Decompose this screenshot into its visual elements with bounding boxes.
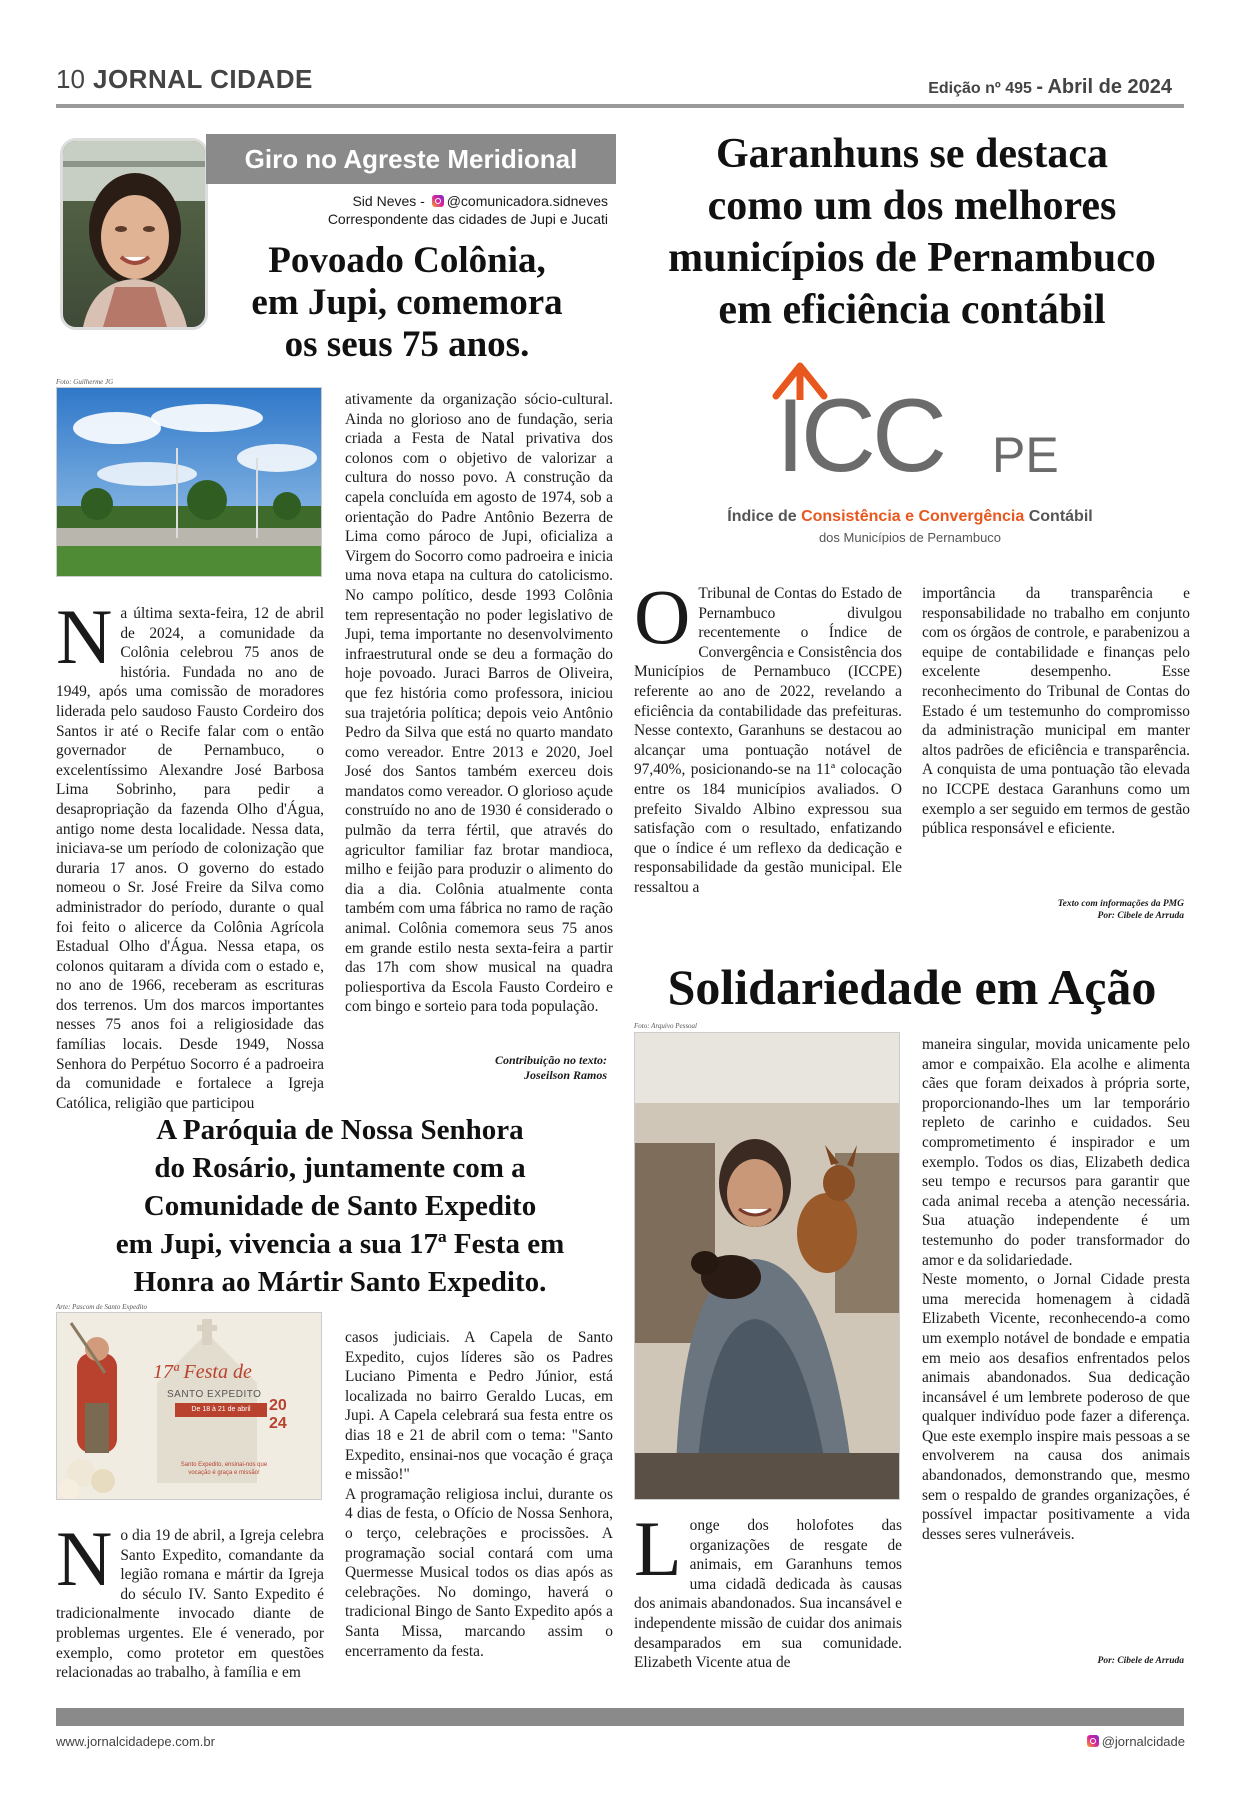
- poster-subtitle: SANTO EXPEDITO: [167, 1389, 262, 1400]
- article3-credit: [922, 898, 1184, 922]
- author-photo: [60, 138, 208, 330]
- article2-col2: [345, 1328, 613, 1661]
- poster-tagline: Santo Expedito, ensinai-nos que vocação é graça e missão!: [180, 1462, 268, 1476]
- article1-col2-text: ativamente da organização sócio-cultural. Ainda no glorioso ano de fundação, seria criada a Festa de Natal privativa dos colonos com o objetivo de valorizar a cultura do nosso povo. A construção da capela concluída em agosto de 1974, sob a orientação do Padre Antônio Bezerra de Lima como pároco de Jupi, oficializa a Virgem do Socorro como padroeira e inicia uma nova etapa na cultura do catolicismo. No campo político, desde 1993 Colônia tem representação no poder legislativo de Jupi, tema importante no desenvolvimento infraestrutural onde se deu a formação do hoje povoado. Juraci Barros de Oliveira, que fez história como professora, iniciou sua trajetória política; depois veio Antônio Pedro da Silva que está no quarto mandato como vereador. Entre 2013 e 2020, Joel José dos Santos também exerceu dois mandatos como vereador. O glorioso açude construído no ano de 1930 é considerado o pulmão da terra fértil, que através do agricultor familiar faz brotar mandioca, milho e feijão para produzir o alimento do dia a dia. Colônia atualmente conta também com uma fábrica no ramo de ração animal. Colônia comemora seus 75 anos em grande estilo nesta sexta-feira a partir das 17h com show musical na quadra poliesportiva da Escola Fausto Cordeiro e com bingo e sorteio para toda população.: [345, 391, 613, 1016]
- article3-credit-line2: Por: Cibele de Arruda: [1097, 911, 1184, 921]
- edition-line: [928, 76, 1172, 99]
- article4-credit: Por: Cibele de Arruda: [1097, 1656, 1184, 1666]
- woman-with-dogs-icon: [635, 1033, 899, 1499]
- column-byline: [206, 192, 608, 228]
- article2-headline-line: em Jupi, vivencia a sua 17ª Festa em: [115, 1228, 565, 1260]
- article4-col2: [922, 1035, 1190, 1544]
- article2-col2-para: A programação religiosa inclui, durante os 4 dias de festa, o Ofício de Nossa Senhora, o terço, celebrações e procissões. A programação social contará com uma Quermesse Musical todos os dias após as celebrações. No domingo, haverá o tradicional Bingo de Santo Expedito após a Santa Missa, marcando assim o encerramento da festa.: [345, 1485, 613, 1660]
- paper-name: JORNAL CIDADE: [93, 64, 313, 94]
- footer-website[interactable]: www.jornalcidadepe.com.br: [56, 1734, 215, 1749]
- article2-col1-text: o dia 19 de abril, a Igreja celebra Santo Expedito, comandante da legião romana e mártir da Igreja do século IV. Santo Expedito é tradicionalmente invocado diante de problemas urgentes. Ele é venerado, por exemplo, como protetor em questões relacionadas ao trabalho, à família e em: [56, 1527, 324, 1682]
- article3-headline: [634, 128, 1190, 336]
- article2-dropcap: N: [56, 1515, 113, 1602]
- logo-pe: PE: [992, 427, 1059, 483]
- article4-dropcap: L: [634, 1505, 682, 1592]
- edition-month: Abril de 2024: [1047, 76, 1172, 98]
- article1-dropcap: N: [56, 593, 113, 680]
- poster-title: 17ª Festa de: [153, 1361, 252, 1383]
- article2-headline: [56, 1111, 624, 1301]
- article1-photo-credit: Foto: Guilherme JG: [56, 378, 114, 386]
- header-rule: [56, 104, 1184, 108]
- footer-instagram[interactable]: [1087, 1734, 1185, 1749]
- article3-col2-text: importância da transparência e responsabilidade no trabalho em conjunto com os órgãos de controle, e parabenizou a equipe de contabilidade e finanças pelo excelente desempenho. Esse reconhecimento do Tribunal de Contas do Estado é um testemunho do compromisso da administração municipal em manter altos padrões de eficiência e transparência. A conquista de uma pontuação tão elevada no ICCPE destaca Garanhuns como um exemplo a ser seguido em termos de gestão pública responsável e eficiente.: [922, 585, 1190, 838]
- article1-headline-line: em Jupi, comemora: [251, 282, 563, 323]
- article1-col1-text: a última sexta-feira, 12 de abril de 2024, a comunidade da Colônia celebrou 75 anos de história. Fundada no ano de 1949, após uma comissão de moradores liderada pelo saudoso Fausto Cordeiro dos Santos ir até o Recife falar com o então governador de Pernambuco, o excelentíssimo Alexandre José Barbosa Lima Sobrinho, para pedir a desapropriação da fazenda Olho d'Água, antigo nome desta localidade. Nessa data, iniciava-se um período de colonização que duraria 17 anos. O governo do estado nomeou o Sr. José Freire da Silva como administrador do período, durante o qual foi feito o alicerce da Colônia Agrícola Estadual Olho d'Água. Nessa etapa, os colonos quitaram a dívida com o estado e, no ano de 1966, receberam as escrituras dos terrenos. Um dos marcos importantes nesses 75 anos foi a religiosidade das famílias locais. Desde 1949, Nossa Senhora do Perpétuo Socorro é a padroeira da comunidade e fortalece a Igreja Católica, religião que participou: [56, 605, 324, 1112]
- article3-headline-line: municípios de Pernambuco: [668, 235, 1156, 281]
- article4-photo-credit: Foto: Arquivo Pessoal: [634, 1022, 697, 1030]
- poster-dates: De 18 à 21 de abril: [175, 1403, 267, 1417]
- footer-instagram-handle: @jornalcidade: [1101, 1734, 1185, 1749]
- instagram-icon: [1087, 1735, 1099, 1747]
- logo-icc: ICC: [776, 378, 944, 494]
- article3-col2: [922, 584, 1190, 839]
- article4-col1: [634, 1505, 902, 1673]
- article3-headline-line: em eficiência contábil: [718, 287, 1106, 333]
- poster-year-top: 20: [269, 1397, 287, 1414]
- article3-col1: [634, 573, 902, 898]
- article1-photo: [56, 387, 322, 577]
- article1-col1: [56, 593, 324, 1113]
- article2-headline-line: Comunidade de Santo Expedito: [143, 1190, 537, 1222]
- article3-dropcap: O: [634, 573, 691, 660]
- article1-contrib-name: Joseilson Ramos: [523, 1068, 607, 1082]
- article2-col2-para: casos judiciais. A Capela de Santo Expedito, cujos líderes são os Padres Luciano Pimenta e Pedro Júnior, está localizada no bairro Geraldo Lucas, em Jupi. A Capela celebrará sua festa entre os dias 18 e 21 de abril com o tema: "Santo Expedito, ensinai-nos que vocação é graça e missão!": [345, 1329, 613, 1484]
- article2-headline-line: do Rosário, juntamente com a: [154, 1152, 526, 1184]
- article1-contrib-label: Contribuição no texto:: [494, 1053, 607, 1067]
- author-handle: @comunicadora.sidneves: [446, 193, 608, 209]
- poster-year: [269, 1397, 287, 1433]
- article2-poster: [56, 1312, 322, 1500]
- page-number: 10: [56, 64, 85, 94]
- article1-col2: [345, 390, 613, 1017]
- article4-headline: Solidariedade em Ação: [667, 959, 1157, 1015]
- footer-bar: [56, 1708, 1184, 1726]
- article2-art-credit: Arte: Pascom de Santo Expedito: [56, 1303, 147, 1311]
- article4-col2-para: maneira singular, movida unicamente pelo amor e compaixão. Ela acolhe e alimenta cães que foram deixados à própria sorte, proporcionando-lhes um lar temporário repleto de carinho e cuidados. Seu comprometimento é inspirador e um exemplo. Todos os dias, Elizabeth dedica seu tempo e recursos para garantir que cada animal receba a atenção necessária. Sua atuação independente é um testemunho do poder transformador do amor e da solidariedade.: [922, 1036, 1190, 1269]
- article1-contribution: [345, 1053, 607, 1083]
- column-title: Giro no Agreste Meridional: [206, 134, 616, 184]
- article2-col1: [56, 1515, 324, 1683]
- article1-headline-line: os seus 75 anos.: [284, 324, 530, 365]
- author-prefix: Sid Neves -: [352, 193, 425, 209]
- article4-col1-text: onge dos holofotes das organizações de resgate de animais, em Garanhuns temos uma cidadã dedicada às causas dos animais abandonados. Sua incansável e independente missão de cuidar dos animais desamparados em sua comunidade. Elizabeth Vicente atua de: [634, 1517, 902, 1672]
- author-portrait-icon: [63, 141, 205, 327]
- edition-separator: -: [1036, 76, 1044, 98]
- poster-year-bottom: 24: [269, 1415, 287, 1432]
- article4-col2-para: Neste momento, o Jornal Cidade presta uma merecida homenagem à cidadã Elizabeth Vicente, reconhecendo-a como um exemplo notável de bondade e empatia em meio aos desafios enfrentados pelos animais abandonados. Sua dedicação incansável é um lembrete poderoso de que qualquer indivíduo pode fazer a diferença. Que este exemplo inspire mais pessoas a se envolverem na causa dos animais abandonados, demonstrando que, mesmo sem o respaldo de grandes organizações, é possível impactar positivamente a vida desses seres vulneráveis.: [922, 1271, 1190, 1543]
- logo-line1: [690, 508, 1130, 526]
- article3-headline-line: Garanhuns se destaca: [715, 131, 1109, 177]
- edition-number: Edição nº 495: [928, 80, 1032, 97]
- article4-photo: [634, 1032, 900, 1500]
- logo-line1-c: Contábil: [1024, 508, 1093, 525]
- logo-line1-a: Índice de: [727, 508, 802, 525]
- article1-headline: [206, 240, 608, 366]
- article3-col1-text: Tribunal de Contas do Estado de Pernambuco divulgou recentemente o Índice de Convergência e Consistência dos Municípios de Pernambuco (ICCPE) referente ao ano de 2022, revelando a eficiência da contabilidade das prefeituras. Nesse contexto, Garanhuns se destacou ao alcançar uma pontuação notável de 97,40%, posicionando-se na 11ª colocação entre os 184 municípios avaliados. O prefeito Sivaldo Albino expressou sua satisfação com o resultado, enfatizando que o índice é um reflexo da dedicação e responsabilidade da gestão municipal. Ele ressaltou a: [634, 585, 902, 896]
- article1-headline-line: Povoado Colônia,: [268, 240, 546, 281]
- article3-headline-line: como um dos melhores: [707, 183, 1117, 229]
- square-landscape-icon: [57, 388, 321, 576]
- article3-credit-line1: Texto com informações da PMG: [1057, 899, 1184, 909]
- logo-line2: dos Municípios de Pernambuco: [818, 530, 1002, 545]
- article2-headline-line: Honra ao Mártir Santo Expedito.: [133, 1266, 547, 1298]
- logo-line1-b: Consistência e Convergência: [801, 508, 1025, 525]
- author-role: Correspondente das cidades de Jupi e Jucati: [327, 211, 608, 227]
- iccpe-logo: [690, 356, 1130, 556]
- article2-headline-line: A Paróquia de Nossa Senhora: [156, 1114, 524, 1146]
- instagram-icon: [432, 195, 444, 207]
